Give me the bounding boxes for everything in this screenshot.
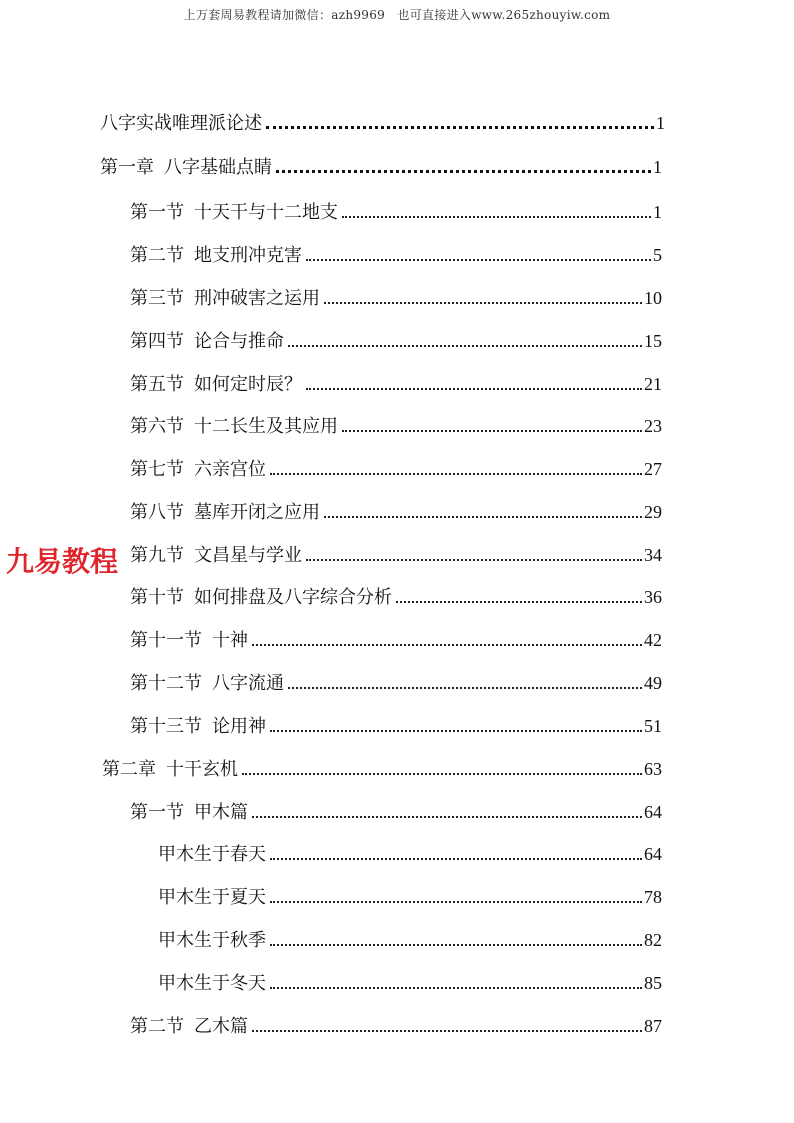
toc-entry-title: 第二章 十干玄机	[102, 759, 238, 780]
toc-leader-dots	[324, 516, 642, 518]
watermark-logo: 九易教程	[6, 545, 119, 578]
toc-entry-title: 第三节 刑冲破害之运用	[130, 288, 320, 309]
toc-entry-title: 第七节 六亲宫位	[130, 459, 266, 480]
toc-entry[interactable]	[130, 1011, 662, 1041]
toc-entry-title: 第十二节 八字流通	[130, 673, 284, 694]
toc-leader-dots	[266, 126, 654, 129]
toc-entry-title: 第九节 文昌星与学业	[130, 545, 302, 566]
toc-entry-title: 第二节 乙木篇	[130, 1016, 248, 1037]
toc-entry[interactable]	[130, 326, 662, 356]
toc-leader-dots	[342, 216, 651, 218]
toc-page-number: 49	[644, 673, 662, 693]
toc-page-number: 10	[644, 288, 662, 308]
toc-entry-title: 八字实战唯理派论述	[100, 113, 262, 134]
toc-entry-title: 第十一节 十神	[130, 630, 248, 651]
toc-leader-dots	[252, 816, 642, 818]
toc-entry[interactable]	[100, 108, 665, 138]
toc-page-number: 34	[644, 545, 662, 565]
toc-entry-title: 第四节 论合与推命	[130, 331, 284, 352]
toc-entry[interactable]	[130, 497, 662, 527]
toc-entry-title: 第十节 如何排盘及八字综合分析	[130, 587, 392, 608]
toc-leader-dots	[306, 388, 642, 390]
toc-entry[interactable]	[130, 668, 662, 698]
toc-leader-dots	[270, 730, 642, 732]
toc-page-number: 63	[644, 759, 662, 779]
toc-leader-dots	[270, 473, 642, 475]
toc-leader-dots	[276, 170, 651, 173]
toc-page-number: 64	[644, 802, 662, 822]
toc-entry-title: 甲木生于秋季	[158, 930, 266, 951]
toc-leader-dots	[324, 302, 642, 304]
toc-page-number: 21	[644, 374, 662, 394]
toc-leader-dots	[252, 644, 642, 646]
toc-leader-dots	[270, 858, 642, 860]
toc-entry[interactable]	[130, 411, 662, 441]
toc-entry[interactable]	[130, 197, 662, 227]
toc-page-number: 87	[644, 1016, 662, 1036]
toc-entry[interactable]	[130, 711, 662, 741]
toc-page-number: 1	[653, 202, 662, 222]
toc-entry-title: 第十三节 论用神	[130, 716, 266, 737]
toc-entry[interactable]	[158, 968, 662, 998]
toc-leader-dots	[242, 773, 642, 775]
toc-entry-title: 第一章 八字基础点睛	[100, 157, 272, 178]
toc-page-number: 82	[644, 930, 662, 950]
toc-entry[interactable]	[100, 152, 662, 182]
toc-leader-dots	[288, 687, 642, 689]
toc-entry-title: 甲木生于夏天	[158, 887, 266, 908]
toc-leader-dots	[270, 987, 642, 989]
toc-entry-title: 第一节 十天干与十二地支	[130, 202, 338, 223]
toc-leader-dots	[306, 559, 642, 561]
toc-page-number: 15	[644, 331, 662, 351]
toc-entry-title: 第二节 地支刑冲克害	[130, 245, 302, 266]
toc-leader-dots	[396, 601, 642, 603]
toc-entry[interactable]	[130, 797, 662, 827]
header-note: 上万套周易教程请加微信：azh9969 也可直接进入www.265zhouyiw.com	[183, 8, 611, 22]
toc-leader-dots	[288, 345, 642, 347]
toc-page-number: 64	[644, 844, 662, 864]
toc-page-number: 85	[644, 973, 662, 993]
toc-leader-dots	[270, 944, 642, 946]
toc-entry[interactable]	[130, 369, 662, 399]
toc-page-number: 23	[644, 416, 662, 436]
toc-entry-title: 第八节 墓库开闭之应用	[130, 502, 320, 523]
toc-entry[interactable]	[130, 540, 662, 570]
toc-entry[interactable]	[130, 240, 662, 270]
toc-entry[interactable]	[158, 925, 662, 955]
toc-page-number: 1	[653, 157, 662, 177]
toc-entry[interactable]	[102, 754, 662, 784]
toc-entry-title: 第六节 十二长生及其应用	[130, 416, 338, 437]
toc-entry-title: 第五节 如何定时辰？	[130, 374, 302, 395]
toc-entry[interactable]	[130, 283, 662, 313]
toc-page-number: 1	[656, 113, 665, 133]
toc-entry[interactable]	[130, 454, 662, 484]
toc-entry-title: 第一节 甲木篇	[130, 802, 248, 823]
toc-page-number: 51	[644, 716, 662, 736]
toc-entry-title: 甲木生于春天	[158, 844, 266, 865]
toc-entry[interactable]	[130, 625, 662, 655]
toc-page-number: 27	[644, 459, 662, 479]
toc-page-number: 36	[644, 587, 662, 607]
toc-entry[interactable]	[158, 839, 662, 869]
toc-page-number: 5	[653, 245, 662, 265]
toc-entry-title: 甲木生于冬天	[158, 973, 266, 994]
toc-leader-dots	[342, 430, 642, 432]
toc-entry[interactable]	[130, 582, 662, 612]
toc-page-number: 29	[644, 502, 662, 522]
toc-leader-dots	[252, 1030, 642, 1032]
toc-page-number: 42	[644, 630, 662, 650]
toc-leader-dots	[306, 259, 651, 261]
toc-leader-dots	[270, 901, 642, 903]
toc-entry[interactable]	[158, 882, 662, 912]
toc-page-number: 78	[644, 887, 662, 907]
